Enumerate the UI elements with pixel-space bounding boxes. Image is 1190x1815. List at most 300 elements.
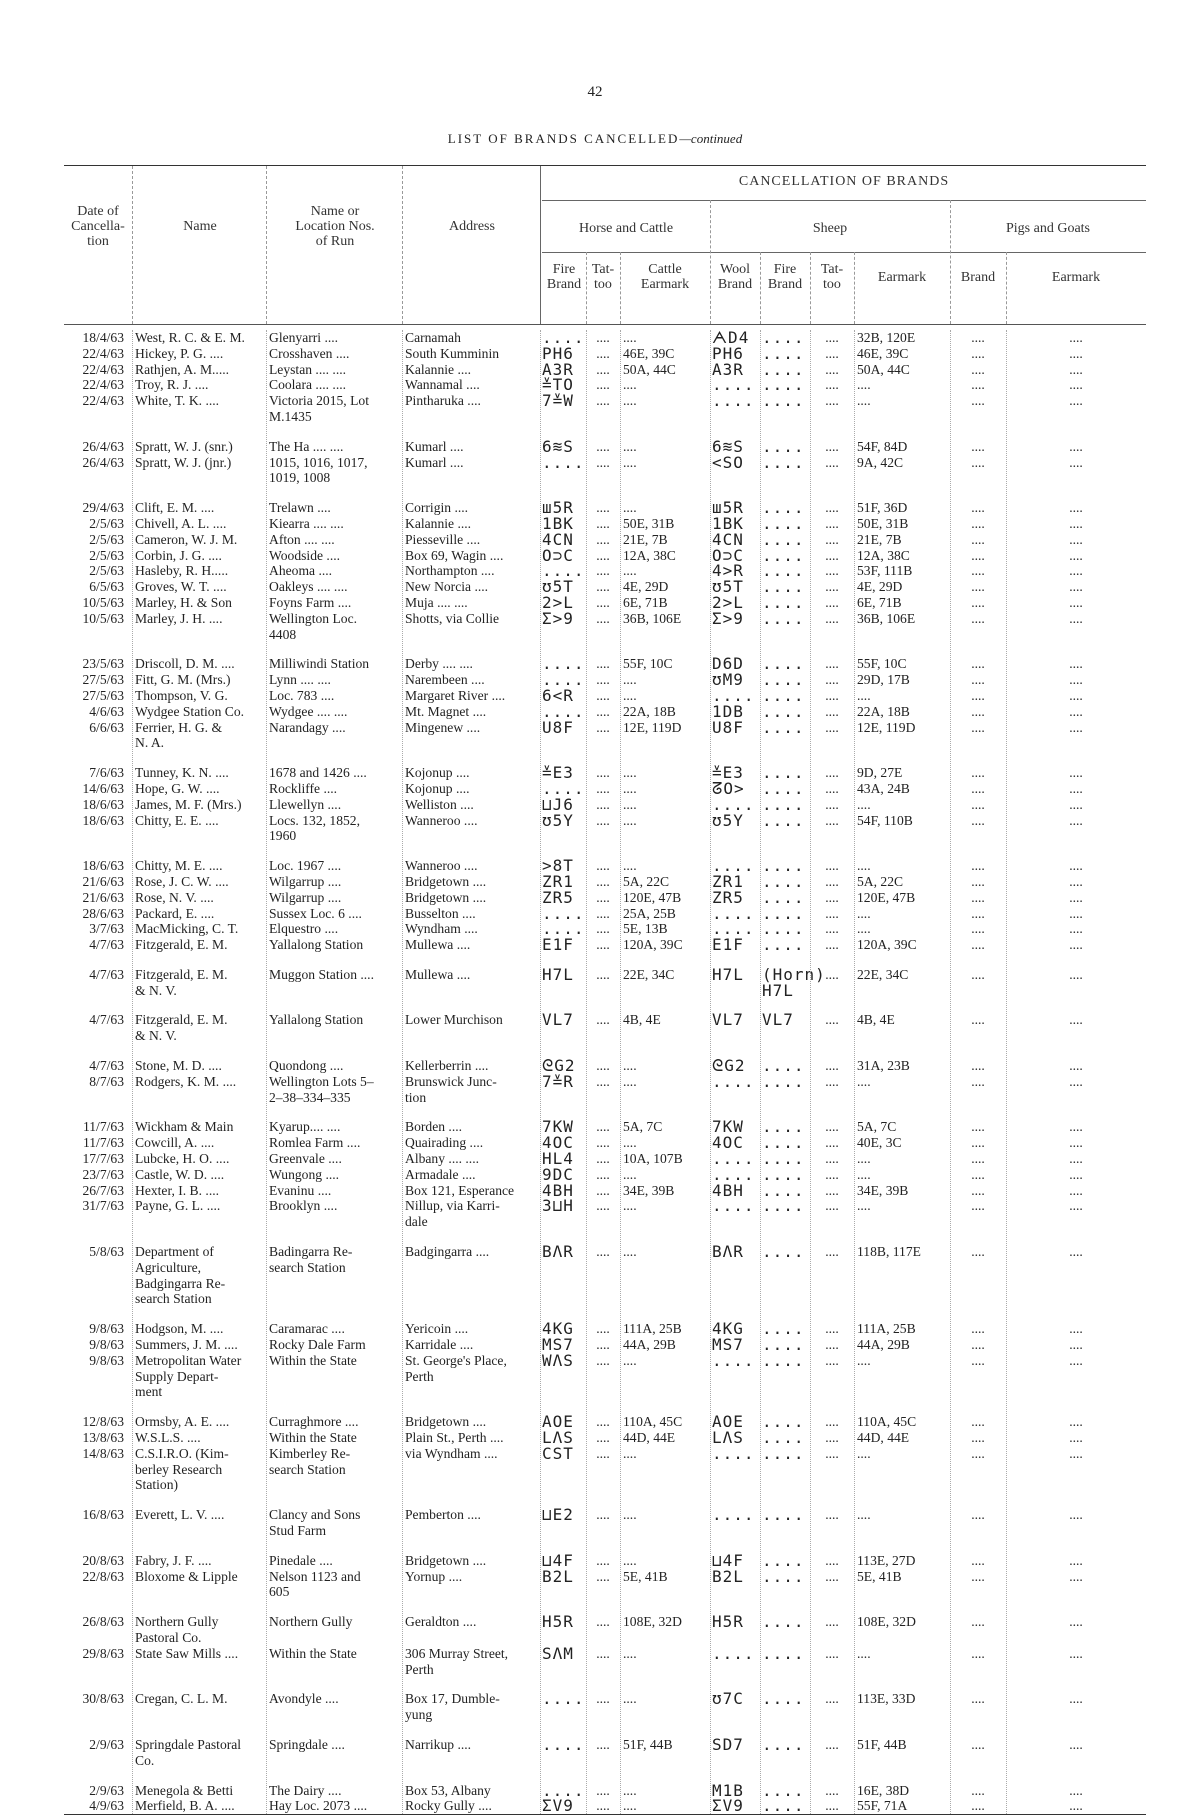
cell-pig-earmark bbox=[1006, 1307, 1146, 1321]
cell-date: 2/9/63 bbox=[89, 1736, 124, 1752]
cell-tattoo: .... bbox=[596, 858, 610, 874]
cell-date bbox=[64, 1044, 132, 1058]
cell-tattoo: .... bbox=[596, 703, 610, 719]
table-row bbox=[64, 921, 1146, 937]
cell-address: Karridale .... bbox=[405, 1337, 474, 1353]
cell-pig-brand: .... bbox=[971, 579, 985, 595]
cell-cattle-earmark: .... bbox=[623, 393, 637, 409]
cell-pig-earmark: .... bbox=[1069, 1798, 1083, 1814]
cell-wool-brand: B2L bbox=[712, 1566, 744, 1586]
cell-cattle-earmark: 6E, 71B bbox=[623, 594, 668, 610]
cell-name: Summers, J. M. .... bbox=[135, 1337, 238, 1353]
cell-tattoo: .... bbox=[596, 1073, 610, 1089]
cell-name: Merfield, B. A. .... bbox=[135, 1798, 235, 1814]
cell-earmark bbox=[854, 1230, 950, 1244]
cell-sheep-fire-brand: .... bbox=[762, 778, 805, 798]
cell-location: Locs. 132, 1852, 1960 bbox=[269, 812, 360, 844]
cell-pig-earmark: .... bbox=[1069, 1058, 1083, 1074]
cell-name: Corbin, J. G. .... bbox=[135, 547, 222, 563]
brands-table bbox=[64, 330, 1146, 1815]
cell-earmark: 16E, 38D bbox=[857, 1782, 910, 1798]
cell-cattle-earmark bbox=[620, 1105, 710, 1119]
cell-address: Nillup, via Karri- dale bbox=[405, 1198, 500, 1230]
cell-wool-brand: 4BH bbox=[712, 1180, 744, 1200]
table-row bbox=[64, 1646, 1146, 1678]
spacer-row bbox=[64, 1769, 1146, 1783]
spacer-row bbox=[64, 1400, 1146, 1414]
cell-wool-brand: M1B bbox=[712, 1780, 744, 1800]
cell-wool-brand: ᘔO> bbox=[712, 778, 745, 798]
cell-pig-brand: .... bbox=[971, 921, 985, 937]
cell-earmark: 5A, 7C bbox=[857, 1119, 897, 1135]
cell-tattoo: .... bbox=[596, 1012, 610, 1028]
cell-name bbox=[132, 1723, 266, 1737]
table-row bbox=[64, 611, 1146, 643]
cell-date: 18/6/63 bbox=[82, 796, 124, 812]
cell-wool-brand: 7KW bbox=[712, 1117, 744, 1137]
cell-tattoo: .... bbox=[596, 515, 610, 531]
cell-fire-brand: 4CN bbox=[542, 529, 574, 549]
cell-pig-brand: .... bbox=[971, 1321, 985, 1337]
cell-name: White, T. K. .... bbox=[135, 393, 220, 409]
cell-name: Lubcke, H. O. .... bbox=[135, 1151, 230, 1167]
cell-location bbox=[266, 1105, 402, 1119]
cell-earmark: 4B, 4E bbox=[857, 1012, 895, 1028]
cell-pig-brand: .... bbox=[971, 547, 985, 563]
cell-cattle-earmark bbox=[620, 1044, 710, 1058]
cell-address: Armadale .... bbox=[405, 1166, 476, 1182]
cell-pig-earmark: .... bbox=[1069, 966, 1083, 982]
cell-location: Crosshaven .... bbox=[269, 345, 350, 361]
cell-cattle-earmark: .... bbox=[623, 1445, 637, 1461]
cell-tattoo bbox=[586, 425, 620, 439]
cell-tattoo: .... bbox=[596, 531, 610, 547]
cell-address: Shotts, via Collie bbox=[405, 610, 500, 626]
cell-location: Within the State bbox=[269, 1430, 357, 1446]
cell-pig-earmark: .... bbox=[1069, 1012, 1083, 1028]
cell-fire-brand: U8F bbox=[542, 717, 574, 737]
cell-sheep-tattoo: .... bbox=[825, 454, 839, 470]
cell-pig-earmark bbox=[1006, 1105, 1146, 1119]
cell-pig-earmark: .... bbox=[1069, 921, 1083, 937]
cell-pig-earmark: .... bbox=[1069, 703, 1083, 719]
cell-sheep-tattoo: .... bbox=[825, 672, 839, 688]
cell-pig-earmark bbox=[1006, 1400, 1146, 1414]
cell-pig-earmark bbox=[1006, 642, 1146, 656]
cell-address bbox=[402, 1677, 540, 1691]
cell-sheep-fire-brand: .... bbox=[762, 935, 805, 955]
cell-earmark bbox=[854, 1539, 950, 1553]
cell-earmark: 12A, 38C bbox=[857, 547, 910, 563]
cell-fire-brand: .... bbox=[542, 452, 585, 472]
cell-tattoo: .... bbox=[596, 1244, 610, 1260]
cell-cattle-earmark: 21E, 7B bbox=[623, 531, 668, 547]
cell-sheep-fire-brand: .... bbox=[762, 1133, 805, 1153]
cell-date: 26/8/63 bbox=[82, 1614, 124, 1630]
cell-cattle-earmark: .... bbox=[623, 812, 637, 828]
cell-wool-brand: 2>L bbox=[712, 592, 744, 612]
cell-wool-brand: BΛR bbox=[712, 1242, 744, 1262]
cell-location: Kiearra .... .... bbox=[269, 515, 344, 531]
cell-pig-brand: .... bbox=[971, 1337, 985, 1353]
cell-pig-brand: .... bbox=[971, 438, 985, 454]
cell-pig-earmark: .... bbox=[1069, 1244, 1083, 1260]
cell-tattoo: .... bbox=[596, 905, 610, 921]
cell-earmark: .... bbox=[857, 1073, 871, 1089]
cell-name: Fitzgerald, E. M. & N. V. bbox=[135, 966, 228, 998]
cell-cattle-earmark: 50E, 31B bbox=[623, 515, 675, 531]
cell-name: Hickey, P. G. .... bbox=[135, 345, 224, 361]
cell-tattoo: .... bbox=[596, 330, 610, 345]
cell-address: Wanneroo .... bbox=[405, 812, 478, 828]
cell-address: Brunswick Junc- tion bbox=[405, 1073, 497, 1105]
cell-pig-brand bbox=[950, 1307, 1006, 1321]
cell-name bbox=[132, 1769, 266, 1783]
cell-date bbox=[64, 425, 132, 439]
cell-sheep-tattoo: .... bbox=[825, 687, 839, 703]
cell-tattoo bbox=[586, 642, 620, 656]
cell-pig-earmark: .... bbox=[1069, 1352, 1083, 1368]
cell-fire-brand: .... bbox=[542, 701, 585, 721]
cell-tattoo: .... bbox=[596, 1135, 610, 1151]
cell-location: Caramarac .... bbox=[269, 1321, 345, 1337]
cell-sheep-tattoo bbox=[810, 1769, 854, 1783]
cell-fire-brand: 2>L bbox=[542, 592, 574, 612]
cell-cattle-earmark bbox=[620, 1307, 710, 1321]
cell-pig-brand: .... bbox=[971, 1507, 985, 1523]
cell-pig-brand: .... bbox=[971, 687, 985, 703]
cell-pig-earmark: .... bbox=[1069, 1507, 1083, 1523]
table-row bbox=[64, 890, 1146, 906]
cell-pig-brand bbox=[950, 1677, 1006, 1691]
cell-pig-earmark: .... bbox=[1069, 1736, 1083, 1752]
cell-sheep-fire-brand: .... bbox=[762, 391, 805, 411]
cell-pig-earmark: .... bbox=[1069, 563, 1083, 579]
cell-cattle-earmark: 10A, 107B bbox=[623, 1151, 683, 1167]
cell-fire-brand: .... bbox=[542, 919, 585, 939]
cell-earmark: .... bbox=[857, 858, 871, 874]
cell-date: 2/5/63 bbox=[89, 531, 124, 547]
cell-sheep-tattoo: .... bbox=[825, 1414, 839, 1430]
cell-location: Rocky Dale Farm bbox=[269, 1337, 366, 1353]
cell-pig-earmark: .... bbox=[1069, 393, 1083, 409]
cell-pig-brand: .... bbox=[971, 1691, 985, 1707]
cell-wool-brand: .... bbox=[712, 794, 755, 814]
cell-pig-brand: .... bbox=[971, 1614, 985, 1630]
cell-cattle-earmark: 51F, 44B bbox=[623, 1736, 673, 1752]
cell-pig-brand: .... bbox=[971, 672, 985, 688]
cell-earmark: .... bbox=[857, 1507, 871, 1523]
header-location: Name or Location Nos. of Run bbox=[295, 204, 375, 249]
table-row bbox=[64, 1135, 1146, 1151]
cell-tattoo: .... bbox=[596, 1337, 610, 1353]
cell-cattle-earmark: .... bbox=[623, 1198, 637, 1214]
cell-sheep-tattoo: .... bbox=[825, 594, 839, 610]
cell-earmark: 29D, 17B bbox=[857, 672, 910, 688]
cell-sheep-tattoo: .... bbox=[825, 1182, 839, 1198]
cell-wool-brand: ᘓG2 bbox=[712, 1056, 746, 1076]
cell-sheep-fire-brand: .... bbox=[762, 436, 805, 456]
cell-pig-brand: .... bbox=[971, 656, 985, 672]
cell-address: Kellerberrin .... bbox=[405, 1058, 489, 1074]
cell-earmark: 51F, 44B bbox=[857, 1736, 907, 1752]
cell-date: 4/7/63 bbox=[89, 966, 124, 982]
table-row bbox=[64, 858, 1146, 874]
cell-pig-brand bbox=[950, 1105, 1006, 1119]
cell-name: Clift, E. M. .... bbox=[135, 500, 215, 516]
cell-earmark: 54F, 84D bbox=[857, 438, 908, 454]
cell-tattoo: .... bbox=[596, 1645, 610, 1661]
cell-pig-brand: .... bbox=[971, 1798, 985, 1814]
cell-name bbox=[132, 844, 266, 858]
cell-wool-brand: .... bbox=[712, 1350, 755, 1370]
cell-pig-brand bbox=[950, 1723, 1006, 1737]
cell-pig-brand bbox=[950, 751, 1006, 765]
cell-date bbox=[64, 1769, 132, 1783]
cell-cattle-earmark: .... bbox=[623, 438, 637, 454]
cell-sheep-tattoo: .... bbox=[825, 1352, 839, 1368]
cell-earmark bbox=[854, 1307, 950, 1321]
cell-pig-brand: .... bbox=[971, 812, 985, 828]
cell-date: 18/6/63 bbox=[82, 812, 124, 828]
cell-address: Narrikup .... bbox=[405, 1736, 472, 1752]
cell-fire-brand: WΛS bbox=[542, 1350, 574, 1370]
cell-name bbox=[132, 1400, 266, 1414]
cell-sheep-fire-brand: .... bbox=[762, 887, 805, 907]
cell-pig-brand: .... bbox=[971, 515, 985, 531]
cell-tattoo: .... bbox=[596, 610, 610, 626]
cell-pig-earmark: .... bbox=[1069, 672, 1083, 688]
cell-tattoo: .... bbox=[596, 1445, 610, 1461]
cell-tattoo bbox=[586, 1600, 620, 1614]
cell-fire-brand: .... bbox=[542, 778, 585, 798]
cell-date: 30/8/63 bbox=[82, 1691, 124, 1707]
cell-pig-earmark: .... bbox=[1069, 765, 1083, 781]
cell-location: Yallalong Station bbox=[269, 937, 364, 953]
cell-location: Kimberley Re- search Station bbox=[269, 1445, 351, 1477]
cell-cattle-earmark: .... bbox=[623, 500, 637, 516]
cell-wool-brand: AOE bbox=[712, 1412, 744, 1432]
cell-location: Quondong .... bbox=[269, 1058, 344, 1074]
cell-pig-brand: .... bbox=[971, 610, 985, 626]
cell-sheep-tattoo: .... bbox=[825, 438, 839, 454]
cell-name: Hope, G. W. .... bbox=[135, 780, 220, 796]
cell-fire-brand: BΛR bbox=[542, 1242, 574, 1262]
cell-fire-brand: E1F bbox=[542, 935, 574, 955]
cell-sheep-tattoo: .... bbox=[825, 905, 839, 921]
cell-location: Coolara .... .... bbox=[269, 377, 347, 393]
cell-name bbox=[132, 1600, 266, 1614]
cell-address: Yornup .... bbox=[405, 1568, 463, 1584]
cell-cattle-earmark: 4B, 4E bbox=[623, 1012, 661, 1028]
cell-tattoo: .... bbox=[596, 500, 610, 516]
cell-address bbox=[402, 751, 540, 765]
cell-name: Menegola & Betti bbox=[135, 1782, 234, 1798]
cell-date: 8/7/63 bbox=[89, 1073, 124, 1089]
cell-pig-brand: .... bbox=[971, 531, 985, 547]
cell-earmark: 120E, 47B bbox=[857, 889, 916, 905]
cell-pig-earmark: .... bbox=[1069, 780, 1083, 796]
cell-pig-earmark: .... bbox=[1069, 345, 1083, 361]
cell-fire-brand: MS7 bbox=[542, 1335, 574, 1355]
cell-pig-brand: .... bbox=[971, 796, 985, 812]
cell-cattle-earmark: .... bbox=[623, 780, 637, 796]
cell-name bbox=[132, 1493, 266, 1507]
cell-tattoo: .... bbox=[596, 377, 610, 393]
cell-date: 7/6/63 bbox=[89, 765, 124, 781]
cell-date: 22/4/63 bbox=[82, 377, 124, 393]
cell-wool-brand: ⊔4F bbox=[712, 1550, 744, 1570]
cell-fire-brand: H7L bbox=[542, 964, 574, 984]
cell-pig-brand: .... bbox=[971, 703, 985, 719]
table-row bbox=[64, 455, 1146, 487]
cell-tattoo: .... bbox=[596, 1736, 610, 1752]
cell-name: Spratt, W. J. (snr.) bbox=[135, 438, 233, 454]
cell-cattle-earmark: .... bbox=[623, 1645, 637, 1661]
cell-address bbox=[402, 844, 540, 858]
header-pig-earmark: Earmark bbox=[1051, 270, 1101, 285]
cell-pig-earmark bbox=[1006, 751, 1146, 765]
cell-address bbox=[402, 953, 540, 967]
cell-sheep-fire-brand: .... bbox=[762, 1550, 805, 1570]
spacer-row bbox=[64, 1539, 1146, 1553]
cell-date: 27/5/63 bbox=[82, 672, 124, 688]
cell-earmark: 34E, 39B bbox=[857, 1182, 909, 1198]
cell-cattle-earmark: 44A, 29B bbox=[623, 1337, 676, 1353]
cell-earmark: .... bbox=[857, 921, 871, 937]
table-row bbox=[64, 1012, 1146, 1044]
cell-pig-brand: .... bbox=[971, 1182, 985, 1198]
cell-cattle-earmark: 5E, 41B bbox=[623, 1568, 668, 1584]
cell-sheep-tattoo: .... bbox=[825, 656, 839, 672]
cell-name: Thompson, V. G. bbox=[135, 687, 228, 703]
cell-wool-brand: 6≋S bbox=[712, 436, 744, 456]
cell-address: Kalannie .... bbox=[405, 361, 472, 377]
cell-cattle-earmark: .... bbox=[623, 1073, 637, 1089]
cell-sheep-fire-brand: .... bbox=[762, 919, 805, 939]
cell-sheep-tattoo bbox=[810, 1493, 854, 1507]
cell-wool-brand: ZR1 bbox=[712, 871, 744, 891]
cell-wool-brand: 4CN bbox=[712, 529, 744, 549]
cell-wool-brand: ZR5 bbox=[712, 887, 744, 907]
cell-pig-brand: .... bbox=[971, 563, 985, 579]
cell-tattoo: .... bbox=[596, 719, 610, 735]
cell-pig-earmark: .... bbox=[1069, 1414, 1083, 1430]
cell-sheep-fire-brand: .... bbox=[762, 561, 805, 581]
cell-address: Box 121, Esperance bbox=[405, 1182, 515, 1198]
cell-location bbox=[266, 953, 402, 967]
cell-date: 17/7/63 bbox=[82, 1151, 124, 1167]
cell-location bbox=[266, 751, 402, 765]
cell-name: W.S.L.S. .... bbox=[135, 1430, 201, 1446]
cell-pig-earmark: .... bbox=[1069, 1182, 1083, 1198]
cell-sheep-fire-brand: .... bbox=[762, 328, 805, 347]
cell-pig-brand: .... bbox=[971, 1058, 985, 1074]
cell-location: Loc. 783 .... bbox=[269, 687, 335, 703]
cell-name: Metropolitan Water Supply Depart- ment bbox=[135, 1352, 242, 1400]
cell-earmark bbox=[854, 642, 950, 656]
cell-fire-brand: ʊ5T bbox=[542, 577, 574, 597]
cell-cattle-earmark: .... bbox=[623, 1135, 637, 1151]
cell-sheep-tattoo bbox=[810, 1105, 854, 1119]
cell-earmark: 21E, 7B bbox=[857, 531, 902, 547]
cell-location bbox=[266, 486, 402, 500]
spacer-row bbox=[64, 1105, 1146, 1119]
cell-pig-brand bbox=[950, 425, 1006, 439]
cell-earmark: 40E, 3C bbox=[857, 1135, 902, 1151]
cell-location bbox=[266, 844, 402, 858]
cell-pig-brand: .... bbox=[971, 1445, 985, 1461]
cell-sheep-fire-brand: .... bbox=[762, 592, 805, 612]
cell-fire-brand: LΛS bbox=[542, 1428, 574, 1448]
header-wool-brand: Wool Brand bbox=[717, 262, 753, 292]
cell-pig-earmark: .... bbox=[1069, 610, 1083, 626]
cell-sheep-tattoo: .... bbox=[825, 780, 839, 796]
cell-name bbox=[132, 486, 266, 500]
cell-address: Pintharuka .... bbox=[405, 393, 481, 409]
cell-earmark: 110A, 45C bbox=[857, 1414, 917, 1430]
cell-sheep-tattoo: .... bbox=[825, 1058, 839, 1074]
cell-name: Hodgson, M. .... bbox=[135, 1321, 224, 1337]
cell-address: Lower Murchison bbox=[405, 1012, 503, 1028]
cell-sheep-fire-brand: .... bbox=[762, 608, 805, 628]
cell-earmark: 31A, 23B bbox=[857, 1058, 910, 1074]
cell-earmark: 22A, 18B bbox=[857, 703, 910, 719]
table-row bbox=[64, 439, 1146, 455]
cell-fire-brand: H5R bbox=[542, 1612, 574, 1632]
cell-pig-earmark: .... bbox=[1069, 889, 1083, 905]
cell-pig-earmark bbox=[1006, 486, 1146, 500]
cell-earmark bbox=[854, 1723, 950, 1737]
cell-cattle-earmark bbox=[620, 1400, 710, 1414]
cell-sheep-fire-brand: .... bbox=[762, 375, 805, 395]
spacer-row bbox=[64, 1677, 1146, 1691]
cell-pig-earmark: .... bbox=[1069, 687, 1083, 703]
cell-date: 23/5/63 bbox=[82, 656, 124, 672]
cell-wool-brand: .... bbox=[712, 375, 755, 395]
cell-cattle-earmark: .... bbox=[623, 563, 637, 579]
cell-earmark: 50A, 44C bbox=[857, 361, 910, 377]
cell-pig-earmark bbox=[1006, 1600, 1146, 1614]
cell-address bbox=[402, 486, 540, 500]
cell-cattle-earmark bbox=[620, 1539, 710, 1553]
cell-location: Glenyarri .... bbox=[269, 330, 339, 345]
cell-location: Nelson 1123 and 605 bbox=[269, 1568, 361, 1600]
cell-name: Groves, W. T. .... bbox=[135, 579, 227, 595]
cell-pig-earmark: .... bbox=[1069, 905, 1083, 921]
cell-cattle-earmark: .... bbox=[623, 1352, 637, 1368]
cell-tattoo bbox=[586, 1400, 620, 1414]
cell-sheep-tattoo: .... bbox=[825, 812, 839, 828]
cell-sheep-fire-brand: .... bbox=[762, 685, 805, 705]
table-row bbox=[64, 377, 1146, 393]
table-row bbox=[64, 1614, 1146, 1646]
cell-name: Marley, J. H. .... bbox=[135, 610, 223, 626]
cell-location bbox=[266, 1230, 402, 1244]
cell-address bbox=[402, 1723, 540, 1737]
cell-sheep-tattoo bbox=[810, 1230, 854, 1244]
cell-location: Victoria 2015, Lot M.1435 bbox=[269, 393, 369, 424]
page-number: 42 bbox=[587, 84, 603, 100]
cell-earmark: 22E, 34C bbox=[857, 966, 909, 982]
cell-pig-brand bbox=[950, 486, 1006, 500]
cell-earmark: 12E, 119D bbox=[857, 719, 916, 735]
spacer-row bbox=[64, 998, 1146, 1012]
cell-sheep-tattoo: .... bbox=[825, 1198, 839, 1214]
cell-cattle-earmark bbox=[620, 998, 710, 1012]
cell-sheep-tattoo: .... bbox=[825, 1782, 839, 1798]
cell-wool-brand: 1DB bbox=[712, 701, 744, 721]
